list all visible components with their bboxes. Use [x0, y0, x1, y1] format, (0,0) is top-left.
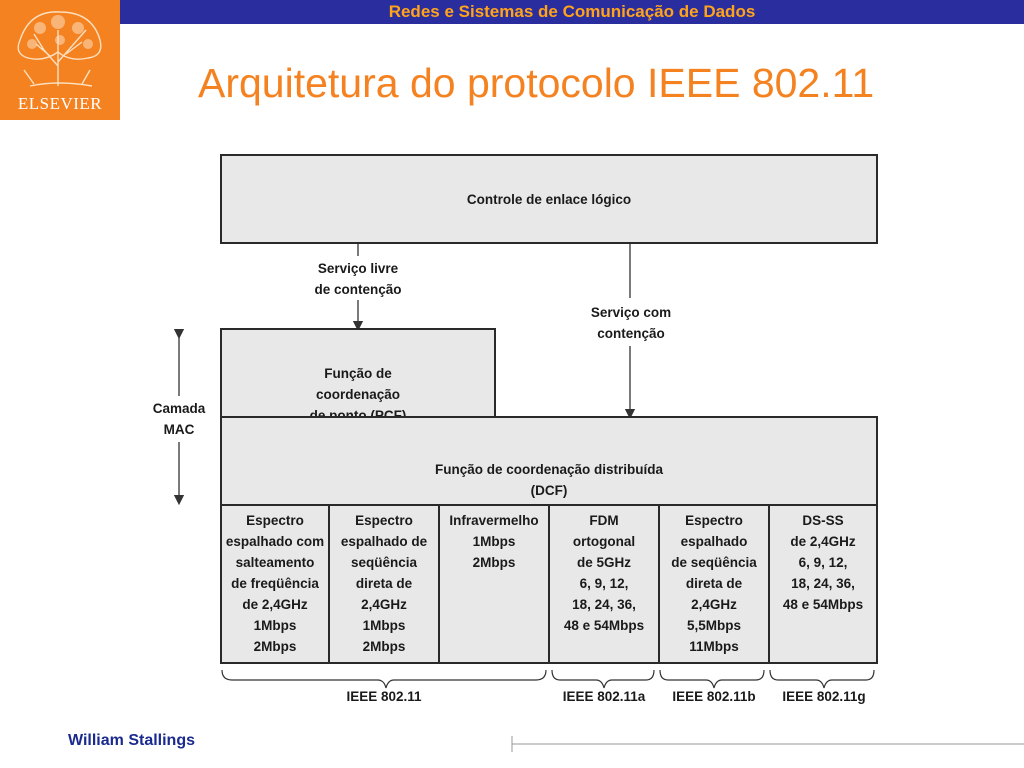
service-free-label: Serviço livre de contenção — [314, 261, 402, 297]
footer-author: William Stallings — [68, 732, 195, 749]
pcf-label: Função de coordenação — [315, 366, 401, 402]
phy-fhss-cell: Espectro espalhado com salteamento de freqüência de 2,4GHz 1Mbps 2Mbps — [220, 504, 330, 664]
llc-box — [220, 154, 878, 244]
logo-text: ELSEVIER — [17, 94, 103, 113]
standard-802-11b: IEEE 802.11b — [672, 689, 756, 704]
standard-802-11: IEEE 802.11 — [346, 689, 422, 704]
service-contention-label: Serviço com contenção — [590, 305, 672, 341]
llc-label: Controle de enlace lógico — [466, 191, 632, 207]
dcf-box — [220, 416, 878, 506]
course-title: Redes e Sistemas de Comunicação de Dados — [388, 2, 756, 21]
dcf-label: Função de coordenação distribuída (DCF) — [434, 462, 664, 498]
pcf-box — [220, 328, 496, 418]
standard-802-11a: IEEE 802.11a — [562, 689, 646, 704]
phy-erp-cell: DS-SS de 2,4GHz 6, 9, 12, 18, 24, 36, 48 e 54Mbps — [768, 504, 878, 664]
phy-ofdm-cell: FDM ortogonal de 5GHz 6, 9, 12, 18, 24, 36, 48 e 54Mbps — [548, 504, 660, 664]
phy-dsss-cell: Espectro espalhado de seqüência direta de 2,4GHz 1Mbps 2Mbps — [328, 504, 440, 664]
phy-hr-dsss-cell: Espectro espalhado de seqüência direta de 2,4GHz 5,5Mbps 11Mbps — [658, 504, 770, 664]
slide-title: Arquitetura do protocolo IEEE 802.11 — [198, 60, 875, 106]
standard-802-11g: IEEE 802.11g — [782, 689, 866, 704]
mac-layer-label: Camada MAC — [152, 401, 206, 437]
phy-infrared-cell: Infravermelho 1Mbps 2Mbps — [438, 504, 550, 664]
